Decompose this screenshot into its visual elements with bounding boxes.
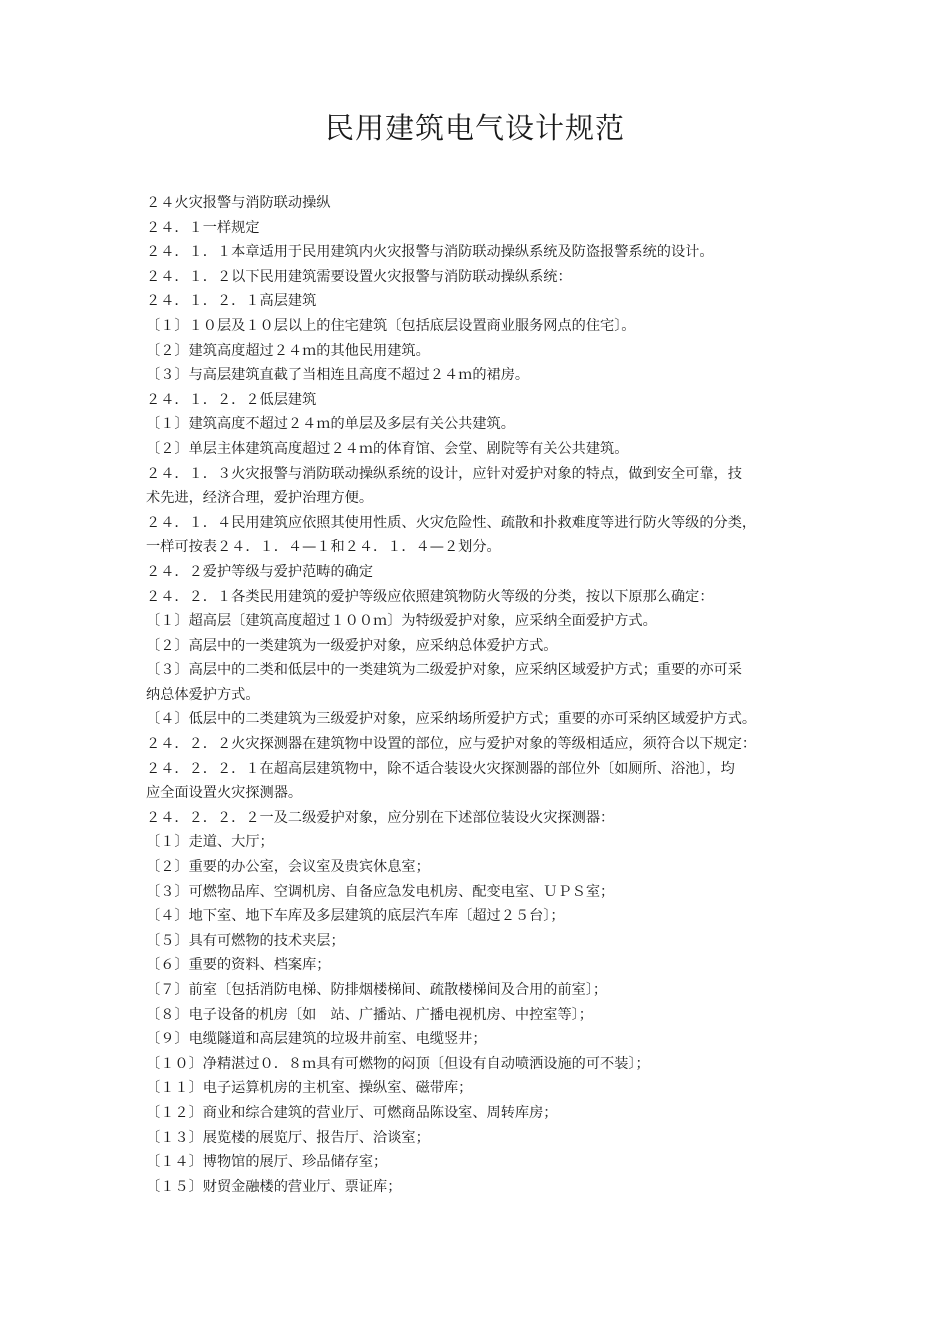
body-line: 〔１〕建筑高度不超过２４ｍ的单层及多层有关公共建筑。 [146, 416, 515, 433]
body-line: 应全面设置火灾探测器。 [146, 785, 303, 802]
body-line: ２４火灾报警与消防联动操纵 [146, 195, 331, 211]
body-line: ２４．１．４民用建筑应依照其使用性质、火灾危险性、疏散和扑救难度等进行防火等级的分类， [146, 514, 757, 531]
body-line: 〔２〕重要的办公室，会议室及贵宾休息室； [146, 859, 430, 876]
body-line: 〔３〕可燃物品库、空调机房、自备应急发电机房、配变电室、ＵＰＳ室； [146, 883, 615, 900]
body-line: 〔１３〕展览楼的展览厅、报告厅、洽谈室； [146, 1129, 430, 1146]
body-line: ２４．１．１本章适用于民用建筑内火灾报警与消防联动操纵系统及防盗报警系统的设计。 [146, 244, 714, 261]
document-body [146, 191, 810, 1199]
body-line: 〔１１〕电子运算机房的主机室、操纵室、磁带库； [146, 1080, 473, 1097]
body-line: ２４．１．２以下民用建筑需要设置火灾报警与消防联动操纵系统： [146, 268, 572, 285]
body-line: 〔１２〕商业和综合建筑的营业厅、可燃商品陈设室、周转库房； [146, 1104, 558, 1121]
document-title: 民用建筑电气设计规范 [324, 111, 625, 145]
body-line: 术先进，经济合理，爱护治理方便。 [146, 490, 374, 507]
body-line: 〔２〕高层中的一类建筑为一级爱护对象，应采纳总体爱护方式。 [146, 637, 558, 654]
body-line: ２４．２．２．１在超高层建筑物中，除不适合装设火灾探测器的部位外〔如厕所、浴池〕，均 [146, 760, 735, 777]
body-line: 〔３〕与高层建筑直截了当相连且高度不超过２４ｍ的裙房。 [146, 367, 530, 384]
body-line: 〔３〕高层中的二类和低层中的一类建筑为二级爱护对象，应采纳区域爱护方式；重要的亦可采 [146, 662, 742, 679]
body-line: ２４．１．３火灾报警与消防联动操纵系统的设计，应针对爱护对象的特点，做到安全可靠，技 [146, 465, 742, 482]
body-line: 〔４〕地下室、地下车库及多层建筑的底层汽车库〔超过２５台〕； [146, 908, 565, 925]
body-line: 〔１〕１０层及１０层以上的住宅建筑〔包括底层设置商业服务网点的住宅〕。 [146, 317, 636, 334]
body-line: ２４．１．２．１高层建筑 [146, 293, 317, 310]
body-line: 〔１４〕博物馆的展厅、珍品储存室； [146, 1154, 388, 1171]
body-line: ２４．２爱护等级与爱护范畴的确定 [146, 563, 374, 580]
body-line: ２４．２．２火灾探测器在建筑物中设置的部位，应与爱护对象的等级相适应，须符合以下规定： [146, 736, 757, 753]
body-line: 〔５〕具有可燃物的技术夹层； [146, 932, 345, 949]
body-line: 〔１５〕财贸金融楼的营业厅、票证库； [146, 1178, 402, 1195]
body-line: 〔８〕电子设备的机房〔如 站、广播站、广播电视机房、中控室等〕； [146, 1006, 593, 1023]
body-line: 〔１〕走道、大厅； [146, 834, 274, 851]
body-line: 〔２〕建筑高度超过２４ｍ的其他民用建筑。 [146, 342, 430, 359]
body-line: 〔１〕超高层〔建筑高度超过１００ｍ〕为特级爱护对象，应采纳全面爱护方式。 [146, 613, 657, 630]
body-line: ２４．２．２．２一及二级爱护对象，应分别在下述部位装设火灾探测器： [146, 809, 615, 826]
body-line: 纳总体爱护方式。 [146, 686, 260, 703]
body-line: 〔９〕电缆隧道和高层建筑的垃圾井前室、电缆竖井； [146, 1031, 487, 1048]
body-line: 一样可按表２４．１．４—１和２４．１．４—２划分。 [146, 539, 501, 556]
body-line: 〔４〕低层中的二类建筑为三级爱护对象，应采纳场所爱护方式；重要的亦可采纳区域爱护方式。 [146, 711, 757, 728]
body-line: ２４．１一样规定 [146, 219, 260, 236]
body-line: 〔１０〕净精湛过０．８ｍ具有可燃物的闷顶〔但设有自动喷洒设施的可不装〕； [146, 1055, 650, 1072]
body-line: ２４．２．１各类民用建筑的爱护等级应依照建筑物防火等级的分类，按以下原那么确定： [146, 588, 714, 605]
body-line: 〔６〕重要的资料、档案库； [146, 957, 331, 974]
body-line: 〔２〕单层主体建筑高度超过２４ｍ的体育馆、会堂、剧院等有关公共建筑。 [146, 440, 629, 457]
body-line: 〔７〕前室〔包括消防电梯、防排烟楼梯间、疏散楼梯间及合用的前室〕； [146, 982, 608, 998]
body-line: ２４．１．２．２低层建筑 [146, 391, 317, 408]
